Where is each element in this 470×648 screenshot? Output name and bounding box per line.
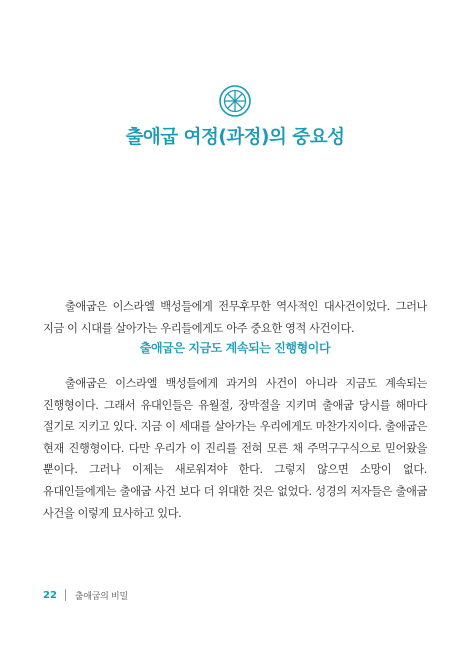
body-paragraph-intro: 출애굽은 이스라엘 백성들에게 전무후무한 역사적인 대사건이었다. 그러나 지금 이 시대를 살아가는 우리들에게도 아주 중요한 영적 사건이다. xyxy=(43,300,427,335)
chapter-title: 출애굽 여정(과정)의 중요성 xyxy=(125,127,345,148)
page-number: 22 xyxy=(43,589,57,601)
running-title: 출애굽의 비밀 xyxy=(74,591,128,602)
footer-divider xyxy=(65,589,66,601)
body-paragraph-main: 출애굽은 이스라엘 백성들에게 과거의 사건이 아니라 지금도 계속되는 진행형이다. 그래서 유대인들은 유월절, 장막절을 지키며 출애굽 당시를 해마다 절기로 지키고 있다. 지금 이 세대를 살아가는 우리에게도 마찬가지이다. 출애굽은 현재 진행형이다. 다만 우리가 이 진리를 전혀 모른 채 주먹구구식으로 믿어왔을 뿐이다. 그러나 이제는 새로워져야 한다. 그렇지 않으면 소망이 없다. 유대인들에게는 출애굽 사건 보다 더 위대한 것은 없었다. 성경의 저자들은 출애굽 사건을 이렇게 묘사하고 있다. xyxy=(43,377,427,520)
wheel-emblem-icon xyxy=(219,85,251,117)
section-heading: 출애굽은 지금도 계속되는 진행형이다 xyxy=(139,341,331,355)
page-footer xyxy=(43,588,128,602)
